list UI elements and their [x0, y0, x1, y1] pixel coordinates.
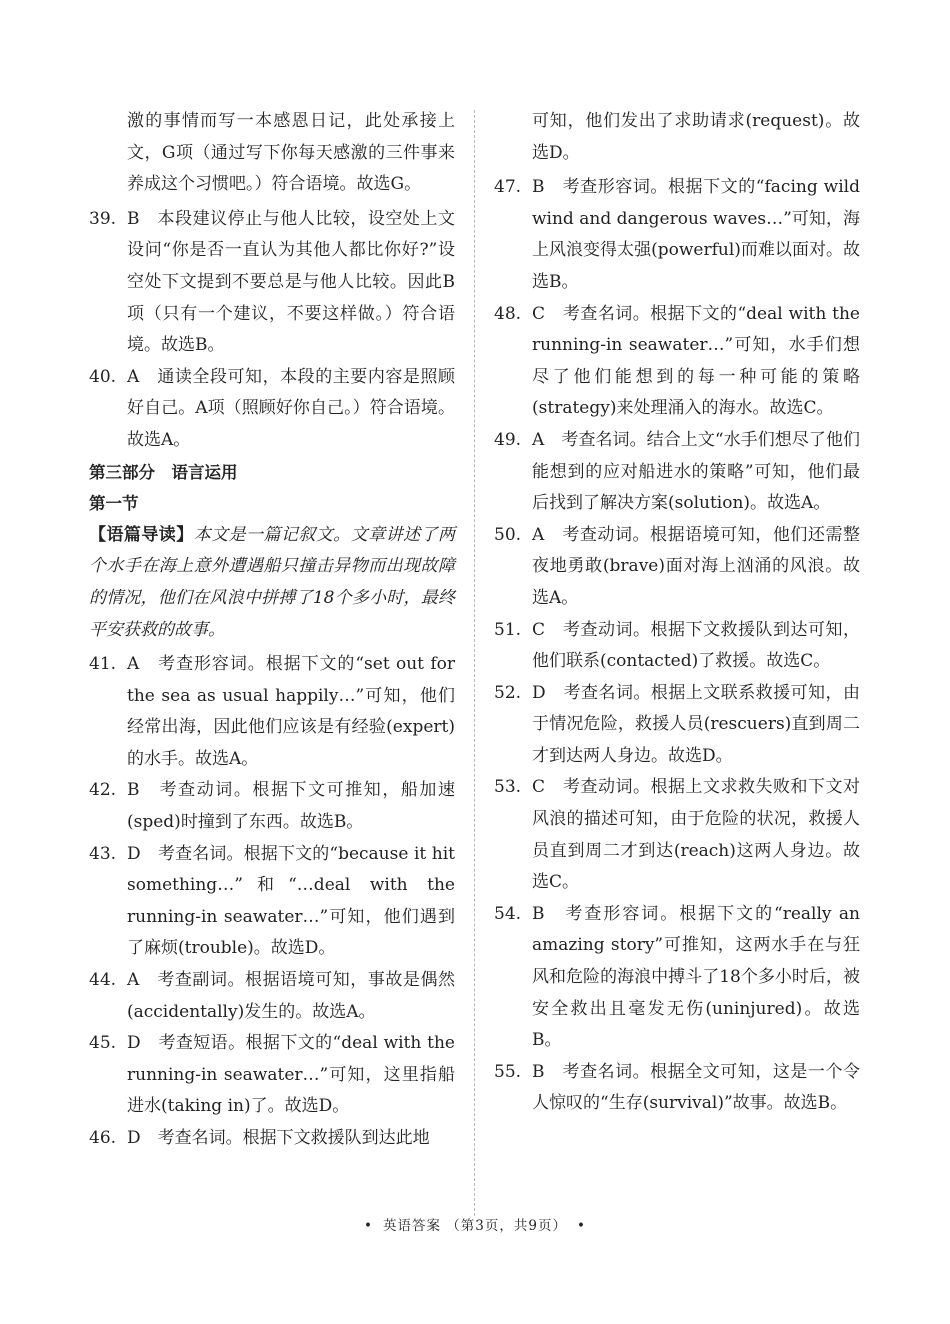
answer-explanation: C 考查名词。根据下文的“deal with the running-in seawater…”可知，水手们想尽了他们能想到的每一种可能的策略(strategy)来处理涌入的海水。故选C。: [532, 303, 860, 419]
answer-item-51: [494, 615, 860, 678]
answer-item-55: [494, 1057, 860, 1120]
answer-explanation: C 考查动词。根据下文救援队到达可知，他们联系(contacted)了救援。故选C。: [532, 619, 860, 672]
answer-explanation: A 考查形容词。根据下文的“set out for the sea as usual happily…”可知，他们经常出海，因此他们应该是有经验(expert)的水手。故选A。: [127, 654, 455, 769]
footer-page-info: （第3页，共9页）: [446, 1218, 567, 1234]
answer-item-42: [89, 775, 455, 838]
answer-number: 51.: [494, 619, 522, 640]
passage-guide-text: 本文是一篇记叙文。文章讲述了两个水手在海上意外遭遇船只撞击异物而出现故障的情况，他们在风浪中拼搏了18个多小时，最终平安获救的故事。: [89, 524, 456, 640]
answer-number: 55.: [494, 1061, 522, 1082]
answer-item-39: [89, 204, 455, 362]
answer-explanation: A 通读全段可知，本段的主要内容是照顾好自己。A项（照顾好你自己。）符合语境。故选A。: [127, 366, 455, 450]
passage-guide: [89, 520, 455, 646]
answer-explanation: B 考查形容词。根据下文的“really an amazing story”可推知，这两水手在与狂风和危险的海浪中搏斗了18个多小时后，被安全救出且毫发无伤(uninjured)。故选B。: [532, 903, 860, 1051]
answer-explanation: D 考查名词。根据下文的“because it hit something…”和“…deal with the running-in seawater…”可知，他们遇到了麻烦(trouble)。故选D。: [127, 843, 455, 959]
left-column: [89, 106, 455, 1155]
answer-explanation: C 考查动词。根据上文求救失败和下文对风浪的描述可知，由于危险的状况，救援人员直到周二才到达(reach)这两人身边。故选C。: [532, 777, 860, 893]
answer-number: 43.: [89, 843, 117, 864]
answer-item-53: [494, 772, 860, 898]
answer-number: 40.: [89, 366, 117, 387]
answer-explanation: B 考查动词。根据下文可推知，船加速(sped)时撞到了东西。故选B。: [127, 780, 455, 833]
answer-item-44: [89, 965, 455, 1028]
answer-number: 47.: [494, 177, 522, 198]
answer-explanation: A 考查副词。根据语境可知，事故是偶然(accidentally)发生的。故选A。: [127, 970, 455, 1022]
answer-item-48: [494, 299, 860, 425]
answer-number: 53.: [494, 777, 522, 798]
answer-explanation: B 考查形容词。根据下文的“facing wild wind and dangerous waves…”可知，海上风浪变得太强(powerful)而难以面对。故选B。: [532, 177, 860, 292]
answer-explanation: B 本段建议停止与他人比较，设空处上文设问“你是否一直认为其他人都比你好?”设空处下文提到不要总是与他人比较。因此B项（只有一个建议，不要这样做。）符合语境。故选B。: [127, 208, 455, 356]
answer-number: 48.: [494, 303, 522, 324]
answer-number: 49.: [494, 429, 522, 450]
footer-bullet: •: [576, 1218, 586, 1234]
answer-item-40: [89, 362, 455, 457]
answer-number: 50.: [494, 524, 522, 545]
column-divider: [474, 110, 475, 1216]
section-title: 第三部分 语言运用: [89, 462, 238, 482]
answer-number: 41.: [89, 654, 117, 675]
answer-item-47: [494, 172, 860, 298]
page-footer: [0, 1214, 950, 1234]
answer-explanation: D 考查名词。根据下文救援队到达此地: [127, 1128, 430, 1148]
answer-item-52: [494, 678, 860, 773]
answer-number: 39.: [89, 208, 117, 229]
right-column: [494, 106, 860, 1120]
answer-item-46: [89, 1123, 455, 1155]
answer-item-41: [89, 649, 455, 775]
answer-number: 46.: [89, 1128, 117, 1148]
answer-item-43: [89, 839, 455, 965]
answer-explanation: B 考查名词。根据全文可知，这是一个令人惊叹的“生存(survival)”故事。故选B。: [532, 1061, 860, 1114]
answer-number: 52.: [494, 682, 522, 703]
answer-number: 42.: [89, 780, 117, 801]
answer-explanation: D 考查名词。根据上文联系救援可知，由于情况危险，救援人员(rescuers)直到周二才到达两人身边。故选D。: [532, 682, 860, 766]
answer-number: 44.: [89, 970, 117, 991]
answer-number: 45.: [89, 1033, 117, 1054]
subsection-title: 第一节: [89, 494, 139, 514]
answer-item-45: [89, 1028, 455, 1123]
answer-item-50: [494, 520, 860, 615]
footer-bullet: •: [364, 1218, 373, 1234]
continuation-text: 激的事情而写一本感恩日记，此处承接上文，G项（通过写下你每天感激的三件事来养成这个习惯吧。）符合语境。故选G。: [127, 111, 455, 195]
answer-item-54: [494, 899, 860, 1057]
answer-explanation: A 考查名词。结合上文“水手们想尽了他们能想到的应对船进水的策略”可知，他们最后找到了解决方案(solution)。故选A。: [532, 429, 860, 514]
answer-explanation: A 考查动词。根据语境可知，他们还需整夜地勇敢(brave)面对海上汹涌的风浪。故选A。: [532, 524, 860, 608]
continuation-text: 可知，他们发出了求助请求(request)。故选D。: [532, 111, 860, 163]
passage-guide-label: 【语篇导读】: [89, 524, 194, 545]
answer-explanation: D 考查短语。根据下文的“deal with the running-in seawater…”可知，这里指船进水(taking in)了。故选D。: [127, 1033, 455, 1117]
answer-number: 54.: [494, 903, 522, 924]
answer-item-49: [494, 425, 860, 520]
footer-subject: 英语答案: [383, 1218, 441, 1234]
